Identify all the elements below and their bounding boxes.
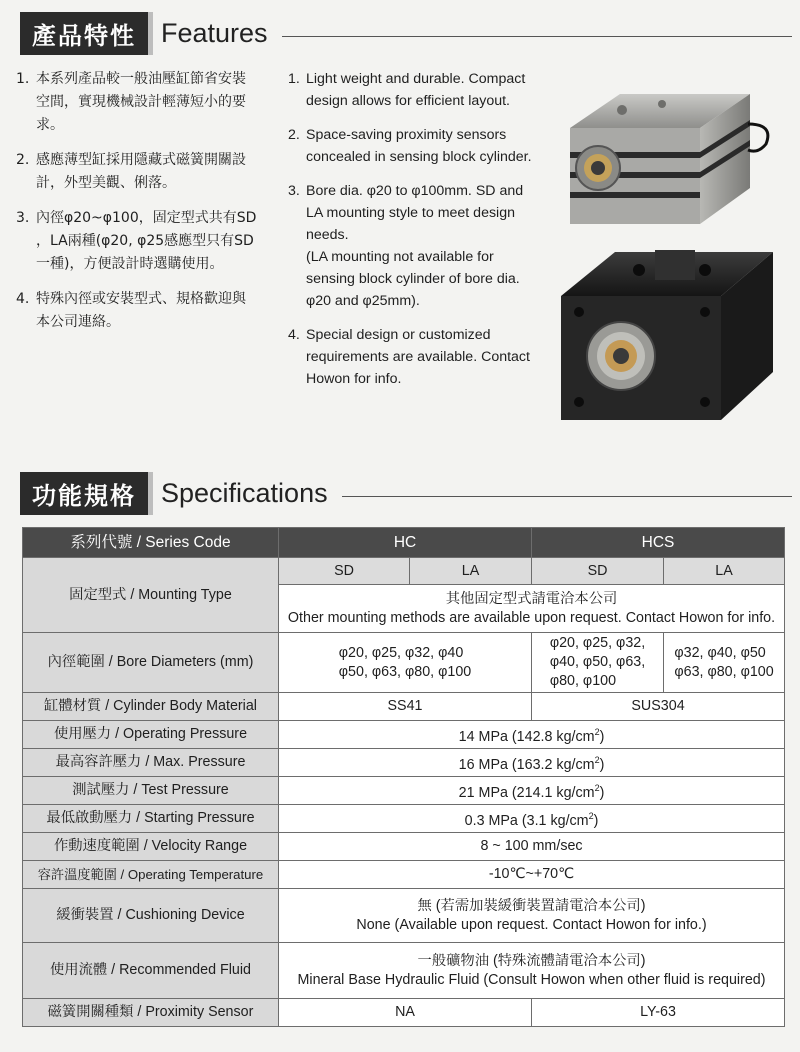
sensor-hcs: LY-63	[532, 999, 785, 1027]
max-pressure-value: 16 MPa (163.2 $kg/cm^2$)	[279, 749, 785, 777]
specifications-heading-en: Specifications	[161, 478, 328, 508]
feature-item-en: 3. Bore dia. φ20 to φ100mm. SD and LA mounting style to meet design needs. (LA mounting not available for sensing block cylinder of bore dia. φ20 and φ25mm).	[288, 183, 524, 309]
test-pressure-value: 21 MPa (214.1 $kg/cm^2$)	[279, 777, 785, 805]
feature-item-cn: 3. 內徑φ20~φ100，固定型式共有SD ，LA兩種(φ20, φ25感應型只有SD 一種)，方便設計時選購使用。	[16, 210, 257, 272]
starting-pressure-value: 0.3 MPa (3.1 $kg/cm^2$)	[279, 805, 785, 833]
table-row	[23, 999, 785, 1027]
velocity-range-label: 作動速度範圍 / Velocity Range	[23, 833, 279, 861]
table-row	[23, 943, 785, 999]
recommended-fluid-label: 使用流體 / Recommended Fluid	[23, 943, 279, 999]
material-hcs: SUS304	[532, 693, 785, 721]
table-row	[23, 721, 785, 749]
max-pressure-label: 最高容許壓力 / Max. Pressure	[23, 749, 279, 777]
mounting-hcs-sd: SD	[532, 558, 664, 585]
test-pressure-label: 測試壓力 / Test Pressure	[23, 777, 279, 805]
features-list-en	[288, 68, 558, 402]
table-row	[23, 861, 785, 889]
bore-hcs-sd: φ20, φ25, φ32, φ40, φ50, φ63, φ80, φ100	[532, 633, 664, 693]
feature-item-en: 1. Light weight and durable. Compact design allows for efficient layout.	[288, 71, 526, 109]
specifications-heading-cn: 功能規格	[20, 472, 153, 515]
series-hcs: HCS	[532, 528, 785, 558]
feature-item-cn: 4. 特殊內徑或安裝型式、規格歡迎與 本公司連絡。	[16, 291, 246, 330]
bore-diameters-label: 內徑範圍 / Bore Diameters (mm)	[23, 633, 279, 693]
features-list-cn	[16, 68, 284, 346]
cushioning-device-value: 無 (若需加裝緩衝裝置請電洽本公司) None (Available upon request. Contact Howon for info.)	[279, 889, 785, 943]
operating-temperature-value: -10℃~+70℃	[279, 861, 785, 889]
table-row	[23, 805, 785, 833]
features-heading	[20, 12, 792, 55]
table-row	[23, 558, 785, 585]
block-cylinder-photo	[555, 242, 780, 432]
table-row	[23, 633, 785, 693]
specifications-table	[22, 527, 785, 1027]
features-heading-en: Features	[161, 18, 268, 48]
table-row	[23, 777, 785, 805]
starting-pressure-label: 最低啟動壓力 / Starting Pressure	[23, 805, 279, 833]
bore-hc: φ20, φ25, φ32, φ40 φ50, φ63, φ80, φ100	[279, 633, 532, 693]
mounting-type-label: 固定型式 / Mounting Type	[23, 558, 279, 633]
table-row	[23, 833, 785, 861]
feature-item-cn: 1. 本系列產品較一般油壓缸節省安裝 空間，實現機械設計輕薄短小的要 求。	[16, 71, 246, 133]
table-row	[23, 889, 785, 943]
mounting-hc-la: LA	[410, 558, 532, 585]
bore-hcs-la: φ32, φ40, φ50 φ63, φ80, φ100	[664, 633, 785, 693]
mounting-note: 其他固定型式請電洽本公司 Other mounting methods are available upon request. Contact Howon for info.	[279, 585, 785, 633]
heading-rule	[342, 496, 792, 497]
velocity-range-value: 8 ~ 100 mm/sec	[279, 833, 785, 861]
feature-item-en: 2. Space-saving proximity sensors concealed in sensing block cylinder.	[288, 127, 532, 165]
sensor-hc: NA	[279, 999, 532, 1027]
series-code-label: 系列代號 / Series Code	[23, 528, 279, 558]
material-hc: SS41	[279, 693, 532, 721]
operating-temperature-label: 容許溫度範圍 / Operating Temperature	[23, 861, 279, 889]
specifications-heading	[20, 472, 792, 515]
table-row	[23, 693, 785, 721]
thin-cylinder-photo	[560, 88, 780, 238]
operating-pressure-label: 使用壓力 / Operating Pressure	[23, 721, 279, 749]
series-hc: HC	[279, 528, 532, 558]
body-material-label: 缸體材質 / Cylinder Body Material	[23, 693, 279, 721]
heading-rule	[282, 36, 792, 37]
feature-item-cn: 2. 感應薄型缸採用隱藏式磁簧開關設 計，外型美觀、俐落。	[16, 152, 246, 191]
table-row	[23, 528, 785, 558]
recommended-fluid-value: 一般礦物油 (特殊流體請電洽本公司) Mineral Base Hydraulic Fluid (Consult Howon when other fluid is required)	[279, 943, 785, 999]
proximity-sensor-label: 磁簧開關種類 / Proximity Sensor	[23, 999, 279, 1027]
cushioning-device-label: 緩衝裝置 / Cushioning Device	[23, 889, 279, 943]
feature-item-en: 4. Special design or customized requirements are available. Contact Howon for info.	[288, 327, 530, 387]
mounting-hc-sd: SD	[279, 558, 410, 585]
mounting-hcs-la: LA	[664, 558, 785, 585]
features-heading-cn: 產品特性	[20, 12, 153, 55]
table-row	[23, 749, 785, 777]
operating-pressure-value: 14 MPa (142.8 $kg/cm^2$)	[279, 721, 785, 749]
